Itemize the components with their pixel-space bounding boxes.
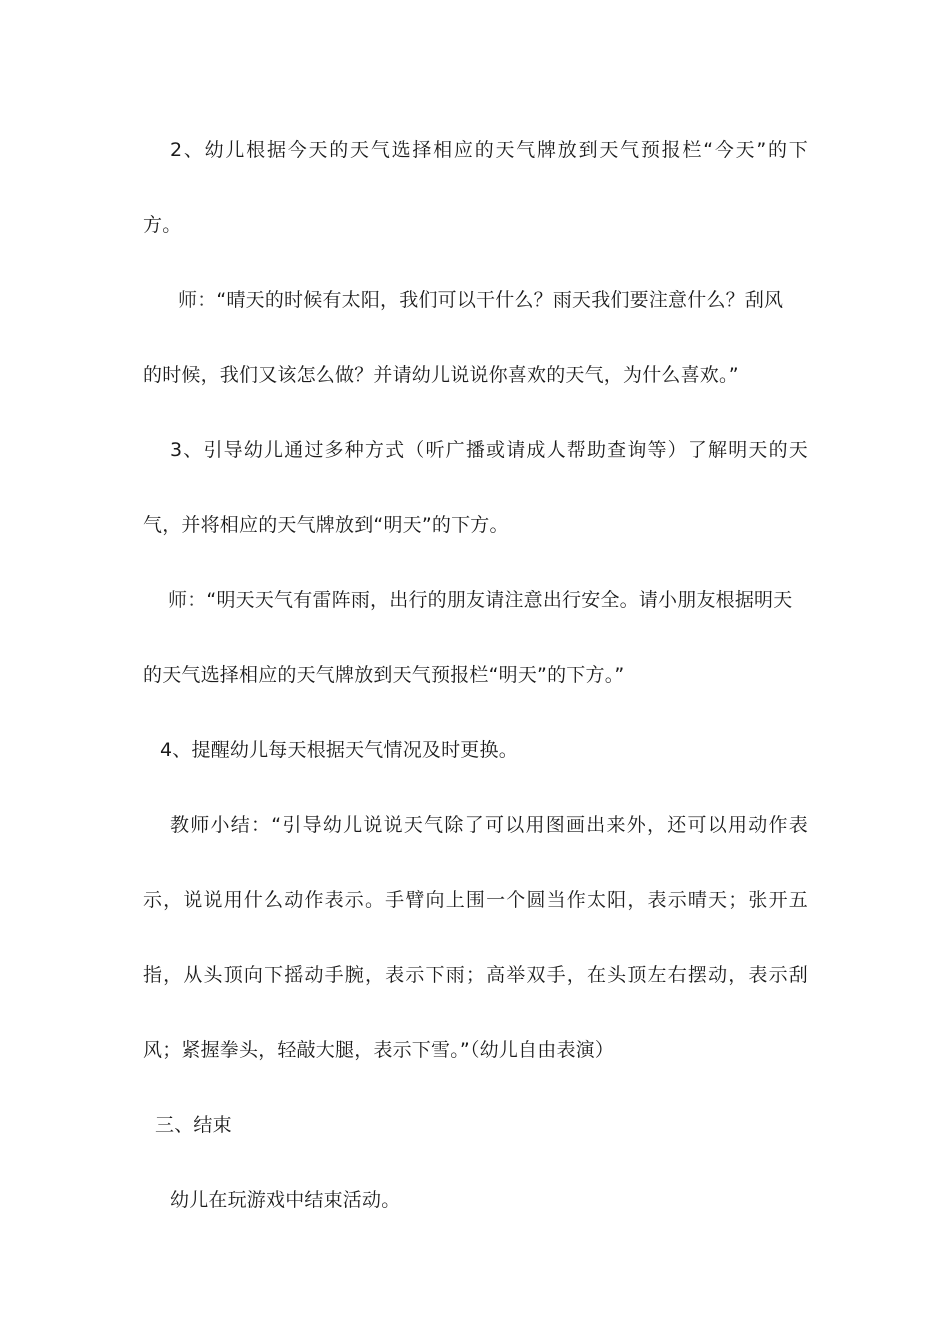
step-3-line-1: 3、引导幼儿通过多种方式（听广播或请成人帮助查询等）了解明天的天 [170, 439, 808, 461]
teacher-quote-2-line-2: 的天气选择相应的天气牌放到天气预报栏“明天”的下方。” [143, 664, 625, 686]
teacher-summary-line-4: 风；紧握拳头，轻敲大腿，表示下雪。”（幼儿自由表演） [143, 1039, 615, 1061]
step-2-line-1: 2、幼儿根据今天的天气选择相应的天气牌放到天气预报栏“今天”的下 [170, 139, 808, 161]
teacher-quote-2-line-1 [168, 587, 808, 613]
teacher-summary-line-3: 指，从头顶向下摇动手腕，表示下雨；高举双手，在头顶左右摆动，表示刮 [143, 964, 808, 986]
speaker-label: 师： [168, 589, 207, 611]
teacher-summary-line-1: 教师小结：“引导幼儿说说天气除了可以用图画出来外，还可以用动作表 [170, 814, 808, 836]
teacher-summary-line-2: 示，说说用什么动作表示。手臂向上围一个圆当作太阳，表示晴天；张开五 [143, 889, 808, 911]
step-3-line-2: 气，并将相应的天气牌放到“明天”的下方。 [143, 514, 509, 536]
quote-text: “明天天气有雷阵雨，出行的朋友请注意出行安全。请小朋友根据明天 [206, 589, 793, 611]
speaker-label: 师： [178, 289, 217, 311]
step-4-line-1: 4、提醒幼儿每天根据天气情况及时更换。 [160, 739, 518, 761]
teacher-quote-1-line-2: 的时候，我们又该怎么做？并请幼儿说说你喜欢的天气，为什么喜欢。” [143, 364, 739, 386]
ending-line-1: 幼儿在玩游戏中结束活动。 [170, 1189, 401, 1211]
quote-text: “晴天的时候有太阳，我们可以干什么？雨天我们要注意什么？刮风 [216, 289, 784, 311]
step-2-line-2: 方。 [143, 214, 182, 236]
section-heading: 三、结束 [155, 1114, 232, 1136]
teacher-quote-1-line-1 [178, 287, 808, 313]
